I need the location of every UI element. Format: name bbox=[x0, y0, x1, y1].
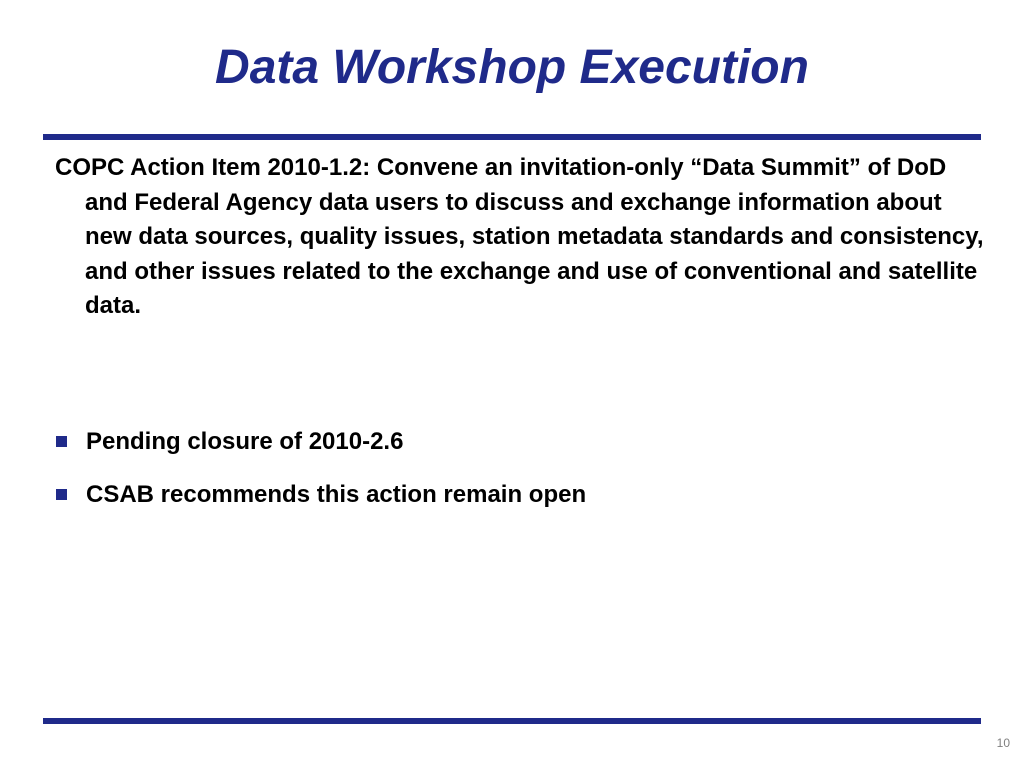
bullet-list bbox=[55, 425, 955, 531]
square-bullet-icon bbox=[56, 436, 67, 447]
bullet-text: Pending closure of 2010-2.6 bbox=[86, 428, 404, 455]
top-divider bbox=[43, 134, 981, 140]
action-item-text: COPC Action Item 2010-1.2: Convene an invitation-only “Data Summit” of DoD and Federal Agency data users to discuss and exchange information about new data sources, quality issues, station metadata standards and consistency, and other issues related to the exchange and use of conventional and satellite data. bbox=[55, 154, 984, 319]
square-bullet-icon bbox=[56, 489, 67, 500]
bullet-item bbox=[55, 478, 955, 512]
slide-title: Data Workshop Execution bbox=[215, 41, 809, 94]
bullet-text: CSAB recommends this action remain open bbox=[86, 481, 587, 508]
bullet-item bbox=[55, 425, 955, 459]
page-number: 10 bbox=[996, 736, 1010, 750]
bottom-divider bbox=[43, 718, 981, 724]
